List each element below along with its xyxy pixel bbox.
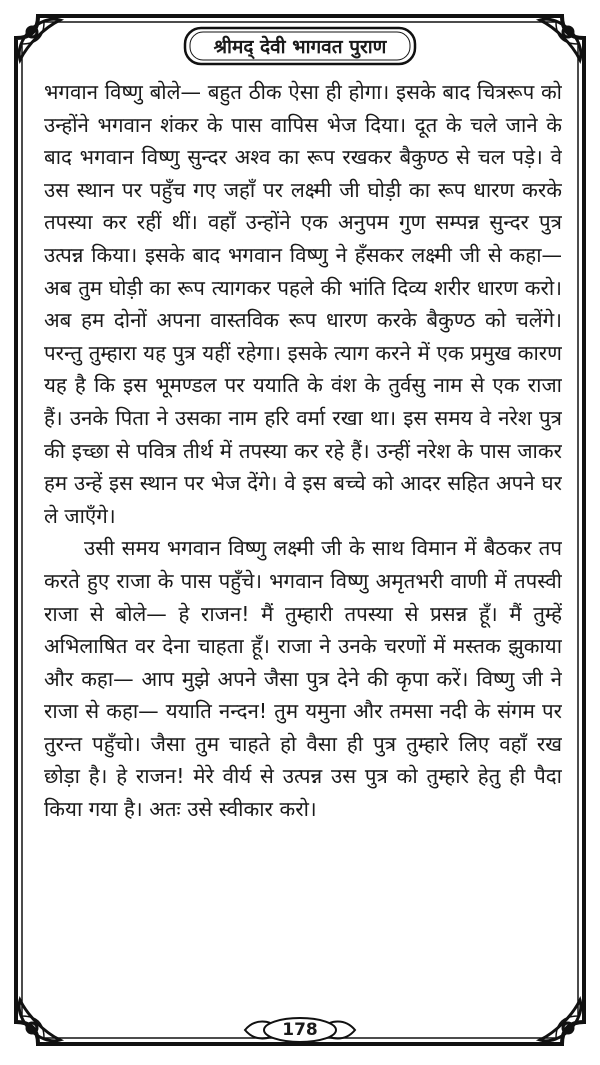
page-number: 178 <box>282 1020 318 1040</box>
paragraph-1: भगवान विष्णु बोले— बहुत ठीक ऐसा ही होगा। इसके बाद चित्ररूप को उन्होंने भगवान शंकर के पास वापिस भेज दिया। दूत के चले जाने के बाद भगवान विष्णु सुन्दर अश्व का रूप रखकर बैकुण्ठ से चल पड़े। वे उस स्थान पर पहुँच गए जहाँ पर लक्ष्मी जी घोड़ी का रूप धारण करके तपस्या कर रहीं थीं। वहाँ उन्होंने एक अनुपम गुण सम्पन्न सुन्दर पुत्र उत्पन्न किया। इसके बाद भगवान विष्णु ने हँसकर लक्ष्मी जी से कहा— अब तुम घोड़ी का रूप त्यागकर पहले की भांति दिव्य शरीर धारण करो। अब हम दोनों अपना वास्तविक रूप धारण करके बैकुण्ठ को चलेंगे। परन्तु तुम्हारा यह पुत्र यहीं रहेगा। इसके त्याग करने में एक प्रमुख कारण यह है कि इस भूमण्डल पर ययाति के वंश के तुर्वसु नाम से एक राजा हैं। उनके पिता ने उसका नाम हरि वर्मा रखा था। इस समय वे नरेश पुत्र की इच्छा से पवित्र तीर्थ में तपस्या कर रहे हैं। उन्हीं नरेश के पास जाकर हम उन्हें इस स्थान पर भेज देंगे। वे इस बच्चे को आदर सहित अपने घर ले जाएँगे। <box>44 80 562 528</box>
page-header-title: श्रीमद् देवी भागवत पुराण <box>213 36 387 58</box>
paragraph-2: उसी समय भगवान विष्णु लक्ष्मी जी के साथ विमान में बैठकर तप करते हुए राजा के पास पहुँचे। भगवान विष्णु अमृतभरी वाणी में तपस्वी राजा से बोले— हे राजन! मैं तुम्हारी तपस्या से प्रसन्न हूँ। मैं तुम्हें अभिलाषित वर देना चाहता हूँ। राजा ने उनके चरणों में मस्तक झुकाया और कहा— आप मुझे अपने जैसा पुत्र देने की कृपा करें। विष्णु जी ने राजा से कहा— ययाति नन्दन! तुम यमुना और तमसा नदी के संगम पर तुरन्त पहुँचो। जैसा तुम चाहते हो वैसा ही पुत्र तुम्हारे लिए वहाँ रख छोड़ा है। हे राजन! मेरे वीर्य से उत्पन्न उस पुत्र को तुम्हारे हेतु ही पैदा किया गया है। अतः उसे स्वीकार करो। <box>44 536 562 822</box>
page-body <box>44 76 562 1006</box>
